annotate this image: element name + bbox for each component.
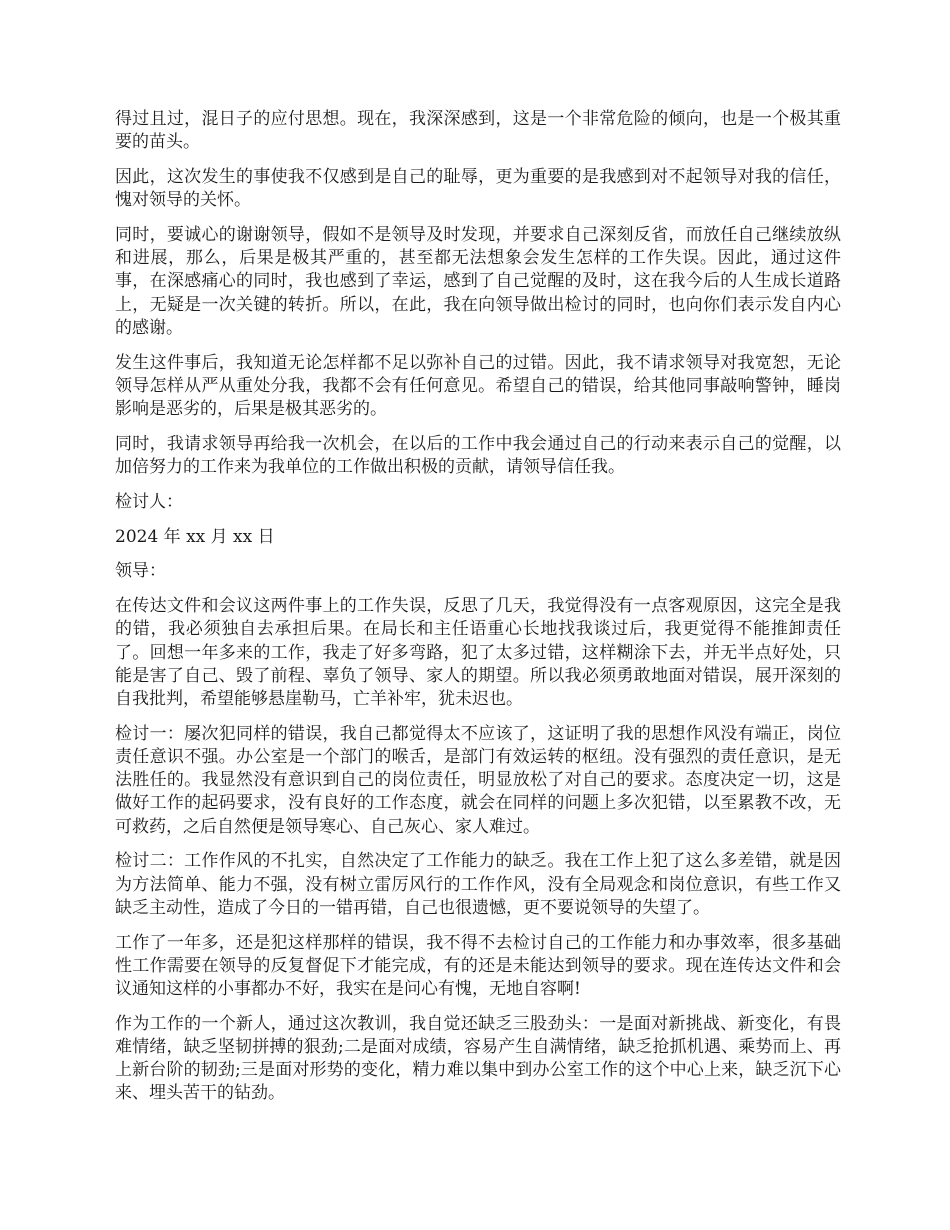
- paragraph: 作为工作的一个新人，通过这次教训，我自觉还缺乏三股劲头：一是面对新挑战、新变化，有畏难情绪，缺乏坚韧拼搏的狠劲;二是面对成绩，容易产生自满情绪，缺乏抢抓机遇、乘势而上、再上新台阶的韧劲;三是面对形势的变化，精力难以集中到办公室工作的这个中心上来，缺乏沉下心来、埋头苦干的钻劲。: [115, 1013, 841, 1104]
- paragraph: 检讨二：工作作风的不扎实，自然决定了工作能力的缺乏。我在工作上犯了这么多差错，就是因为方法简单、能力不强，没有树立雷厉风行的工作作风，没有全局观念和岗位意识，有些工作又缺乏主动性，造成了今日的一错再错，自己也很遗憾，更不要说领导的失望了。: [115, 851, 841, 918]
- paragraph: 同时，要诚心的谢谢领导，假如不是领导及时发现，并要求自己深刻反省，而放任自己继续放纵和进展，那么，后果是极其严重的，甚至都无法想象会发生怎样的工作失误。因此，通过这件事，在深感痛心的同时，我也感到了幸运，感到了自己觉醒的及时，这在我今后的人生成长道路上，无疑是一次关键的转折。所以，在此，我在向领导做出检讨的同时，也向你们表示发自内心的感谢。: [115, 225, 841, 338]
- paragraph: 得过且过，混日子的应付思想。现在，我深深感到，这是一个非常危险的倾向，也是一个极其重要的苗头。: [115, 109, 841, 153]
- paragraph: 因此，这次发生的事使我不仅感到是自己的耻辱，更为重要的是我感到对不起领导对我的信任，愧对领导的关怀。: [115, 167, 841, 211]
- salutation: 领导：: [115, 561, 166, 582]
- paragraph: 同时，我请求领导再给我一次机会，在以后的工作中我会通过自己的行动来表示自己的觉醒，以加倍努力的工作来为我单位的工作做出积极的贡献，请领导信任我。: [115, 433, 841, 478]
- signature-label: 检讨人：: [115, 491, 183, 512]
- paragraph: 工作了一年多，还是犯这样那样的错误，我不得不去检讨自己的工作能力和办事效率，很多基础性工作需要在领导的反复督促下才能完成，有的还是未能达到领导的要求。现在连传达文件和会议通知这样的小事都办不好，我实在是问心有愧，无地自容啊!: [115, 932, 841, 1000]
- paragraph: 发生这件事后，我知道无论怎样都不足以弥补自己的过错。因此，我不请求领导对我宽恕，无论领导怎样从严从重处分我，我都不会有任何意见。希望自己的错误，给其他同事敲响警钟，睡岗影响是恶劣的，后果是极其恶劣的。: [115, 352, 841, 420]
- paragraph: 在传达文件和会议这两件事上的工作失误，反思了几天，我觉得没有一点客观原因，这完全是我的错，我必须独自去承担后果。在局长和主任语重心长地找我谈过后，我更觉得不能推卸责任了。回想一年多来的工作，我走了好多弯路，犯了太多过错，这样糊涂下去，并无半点好处，只能是害了自己、毁了前程、辜负了领导、家人的期望。所以我必须勇敢地面对错误，展开深刻的自我批判，希望能够悬崖勒马，亡羊补牢，犹未迟也。: [115, 596, 841, 710]
- date-line: 2024 年 xx 月 xx 日: [115, 526, 275, 547]
- document-body: [115, 108, 841, 1117]
- paragraph: 检讨一：屡次犯同样的错误，我自己都觉得太不应该了，这证明了我的思想作风没有端正，岗位责任意识不强。办公室是一个部门的喉舌，是部门有效运转的枢纽。没有强烈的责任意识，是无法胜任的。我显然没有意识到自己的岗位责任，明显放松了对自己的要求。态度决定一切，这是做好工作的起码要求，没有良好的工作态度，就会在同样的问题上多次犯错，以至累教不改，无可救药，之后自然便是领导寒心、自己灰心、家人难过。: [115, 723, 841, 837]
